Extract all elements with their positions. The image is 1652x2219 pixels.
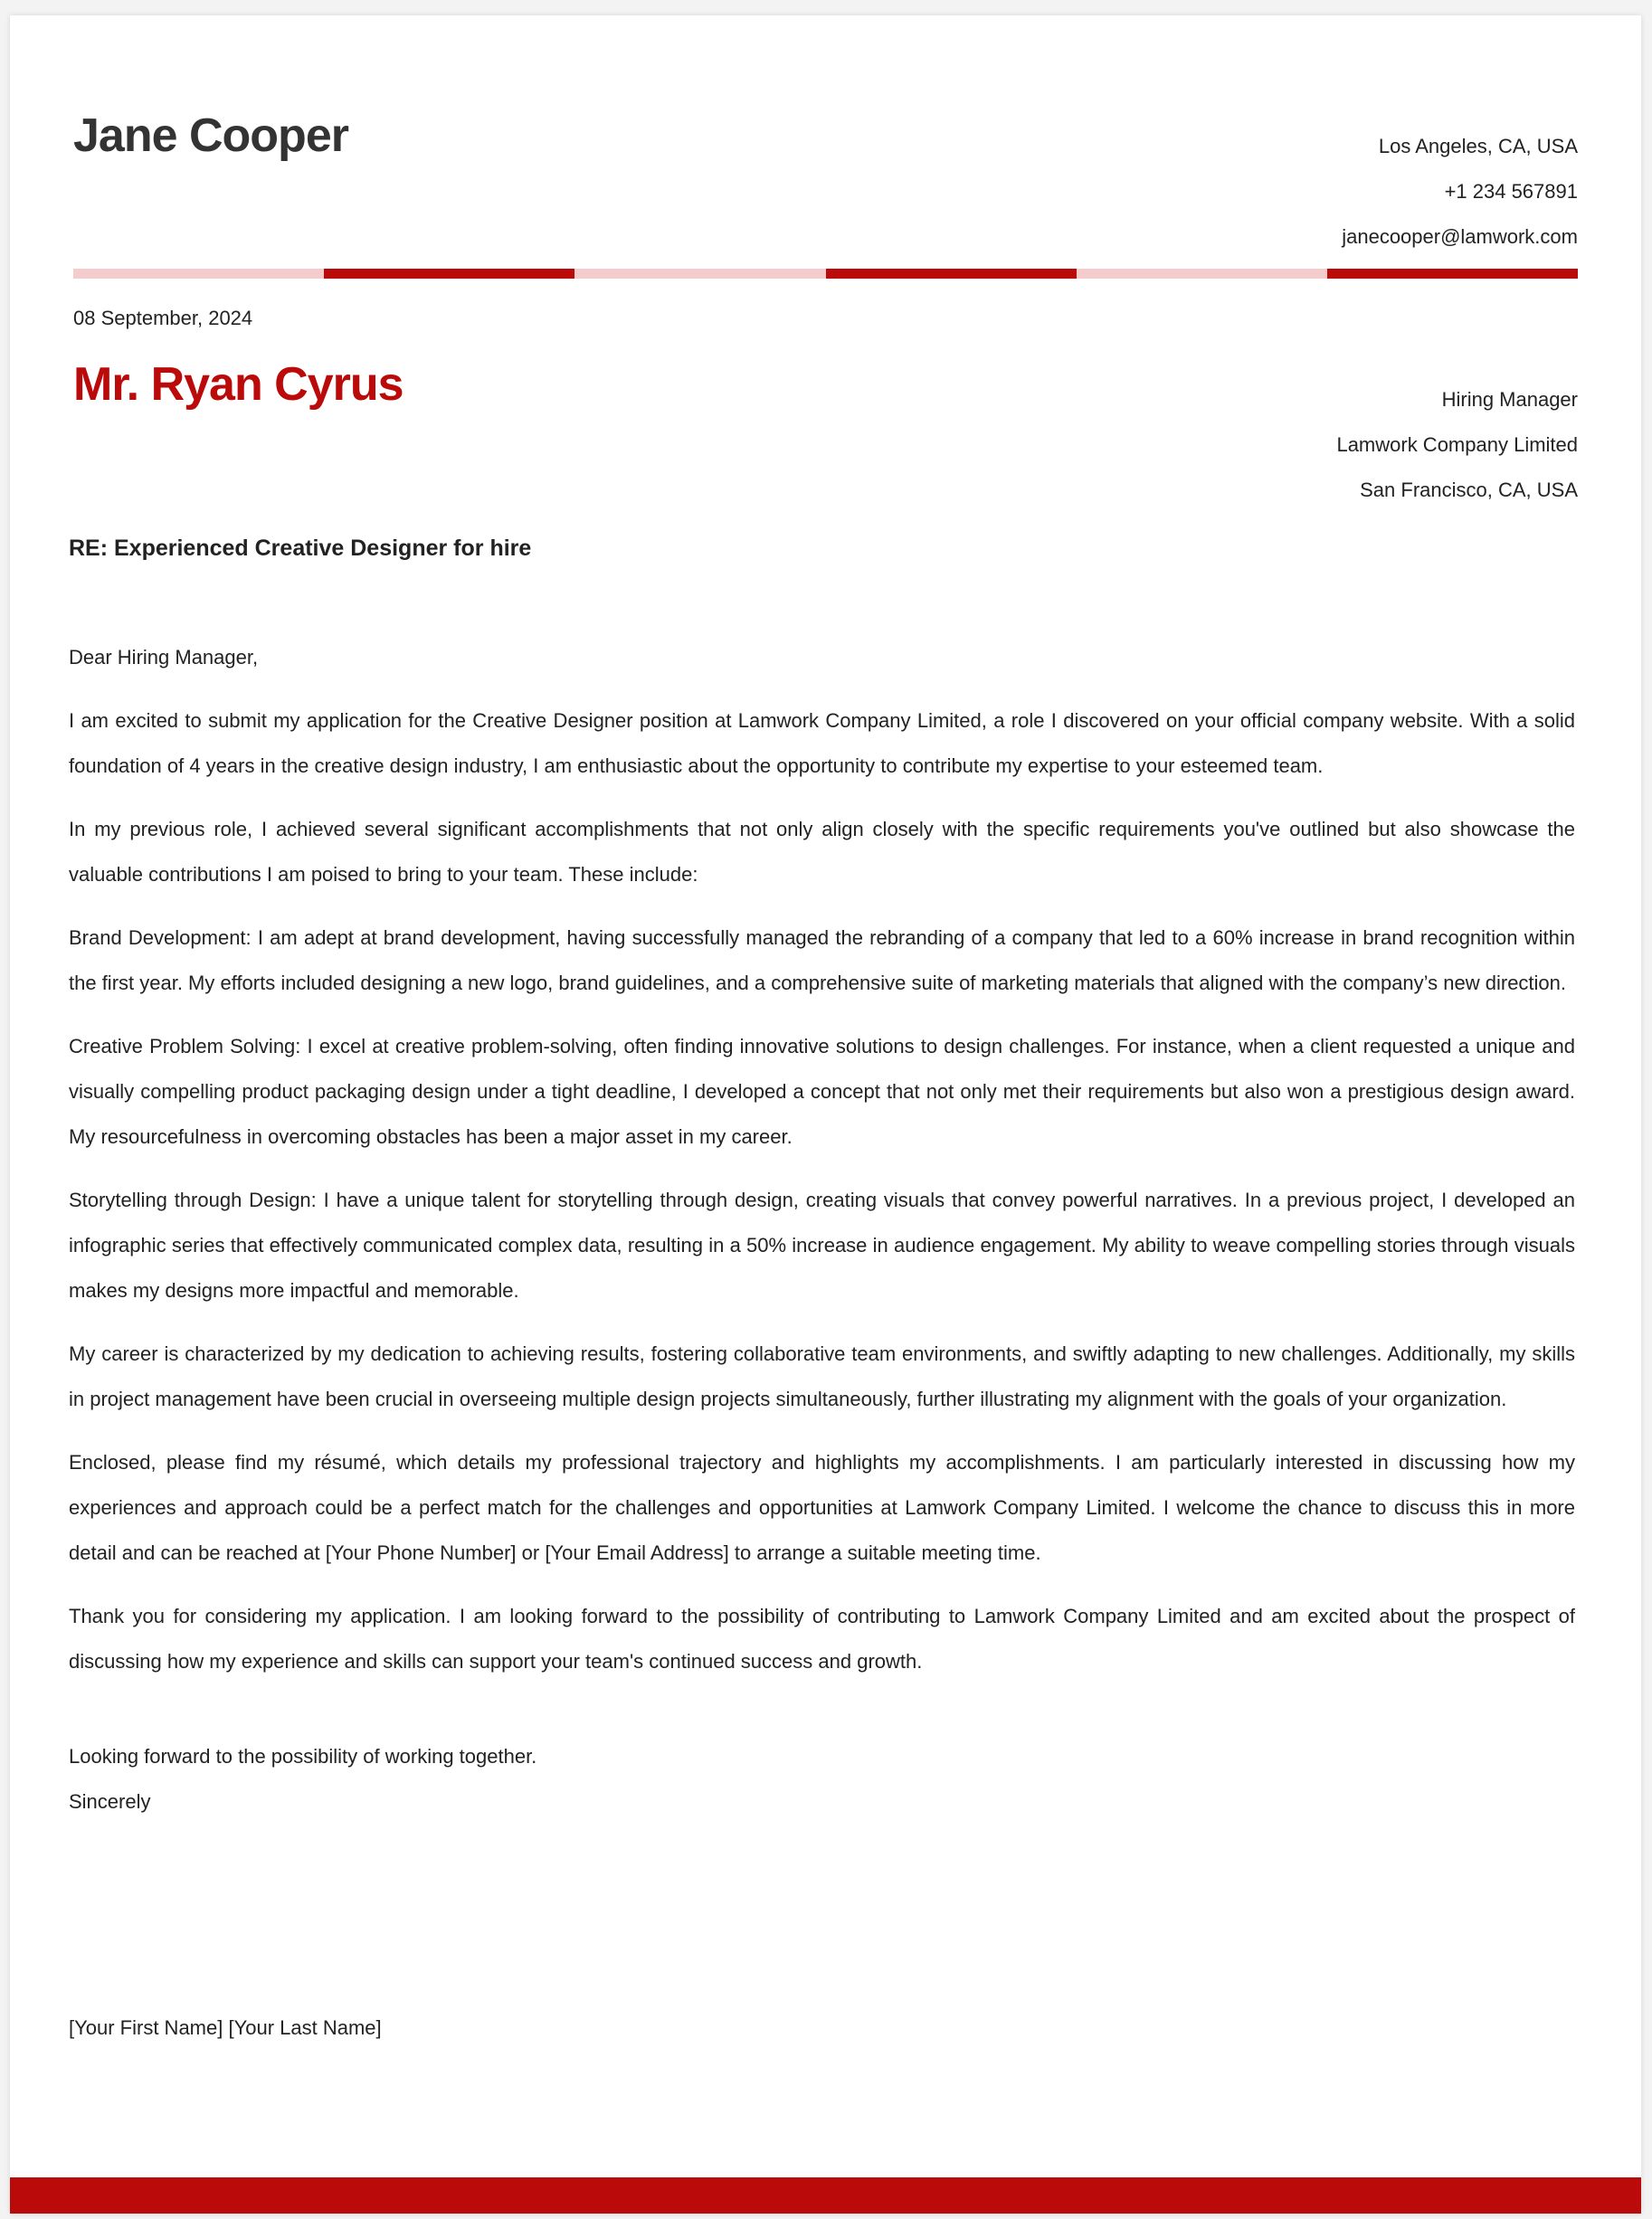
body-paragraph: Creative Problem Solving: I excel at creative problem-solving, often finding innovative solutions to design challenges. For instance, when a client requested a unique and visually compelling product packaging design under a tight deadline, I developed a concept that not only met their requirements but also won a prestigious design award. My resourcefulness in overcoming obstacles has been a major asset in my career.: [69, 1035, 1575, 1148]
sender-name: Jane Cooper: [73, 109, 348, 162]
divider-segment-light: [574, 269, 825, 279]
recipient-company: Lamwork Company Limited: [1336, 433, 1578, 456]
body-paragraph: I am excited to submit my application for the Creative Designer position at Lamwork Company Limited, a role I discovered on your official company website. With a solid foundation of 4 years in the creative design industry, I am enthusiastic about the opportunity to contribute my expertise to your esteemed team.: [69, 709, 1575, 777]
closing-signoff: Sincerely: [69, 1790, 151, 1813]
divider-segment-light: [73, 269, 324, 279]
sender-contact: [1342, 124, 1578, 260]
letter-date: 08 September, 2024: [73, 307, 253, 329]
recipient-location: San Francisco, CA, USA: [1360, 479, 1578, 501]
sender-email: janecooper@lamwork.com: [1342, 225, 1578, 248]
header-divider: [73, 269, 1578, 279]
divider-segment-dark: [826, 269, 1077, 279]
letter-closing: [69, 1734, 536, 1825]
letter-page: [10, 15, 1641, 2214]
divider-segment-light: [1077, 269, 1327, 279]
divider-segment-dark: [324, 269, 574, 279]
letter-body: [69, 635, 1575, 1702]
recipient-info: [1336, 377, 1578, 513]
closing-line: Looking forward to the possibility of working together.: [69, 1745, 537, 1768]
body-paragraph: In my previous role, I achieved several significant accomplishments that not only align closely with the specific requirements you've outlined but also showcase the valuable contributions I am poised to bring to your team. These include:: [69, 818, 1575, 886]
body-paragraph: Brand Development: I am adept at brand development, having successfully managed the rebranding of a company that led to a 60% increase in brand recognition within the first year. My efforts included designing a new logo, brand guidelines, and a comprehensive suite of marketing materials that aligned with the company’s new direction.: [69, 926, 1575, 994]
footer-bar: [10, 2177, 1641, 2214]
body-paragraph: Storytelling through Design: I have a unique talent for storytelling through design, creating visuals that convey powerful narratives. In a previous project, I developed an infographic series that effectively communicated complex data, resulting in a 50% increase in audience engagement. My ability to weave compelling stories through visuals makes my designs more impactful and memorable.: [69, 1189, 1575, 1302]
recipient-title: Hiring Manager: [1441, 388, 1578, 411]
body-paragraph: Thank you for considering my application. I am looking forward to the possibility of contributing to Lamwork Company Limited and am excited about the prospect of discussing how my experience and skills can support your team's continued success and growth.: [69, 1605, 1575, 1673]
body-paragraph: My career is characterized by my dedication to achieving results, fostering collaborative team environments, and swiftly adapting to new challenges. Additionally, my skills in project management have been crucial in overseeing multiple design projects simultaneously, further illustrating my alignment with the goals of your organization.: [69, 1342, 1575, 1410]
sender-location: Los Angeles, CA, USA: [1378, 135, 1578, 157]
salutation: Dear Hiring Manager,: [69, 646, 259, 669]
signature-name: [Your First Name] [Your Last Name]: [69, 2016, 382, 2039]
body-paragraph: Enclosed, please find my résumé, which details my professional trajectory and highlights my accomplishments. I am particularly interested in discussing how my experiences and approach could be a perfect match for the challenges and opportunities at Lamwork Company Limited. I welcome the chance to discuss this in more detail and can be reached at [Your Phone Number] or [Your Email Address] to arrange a suitable meeting time.: [69, 1451, 1575, 1564]
recipient-name: Mr. Ryan Cyrus: [73, 358, 404, 411]
divider-segment-dark: [1327, 269, 1578, 279]
letter-subject: RE: Experienced Creative Designer for hire: [69, 536, 532, 561]
sender-phone: +1 234 567891: [1444, 180, 1578, 203]
